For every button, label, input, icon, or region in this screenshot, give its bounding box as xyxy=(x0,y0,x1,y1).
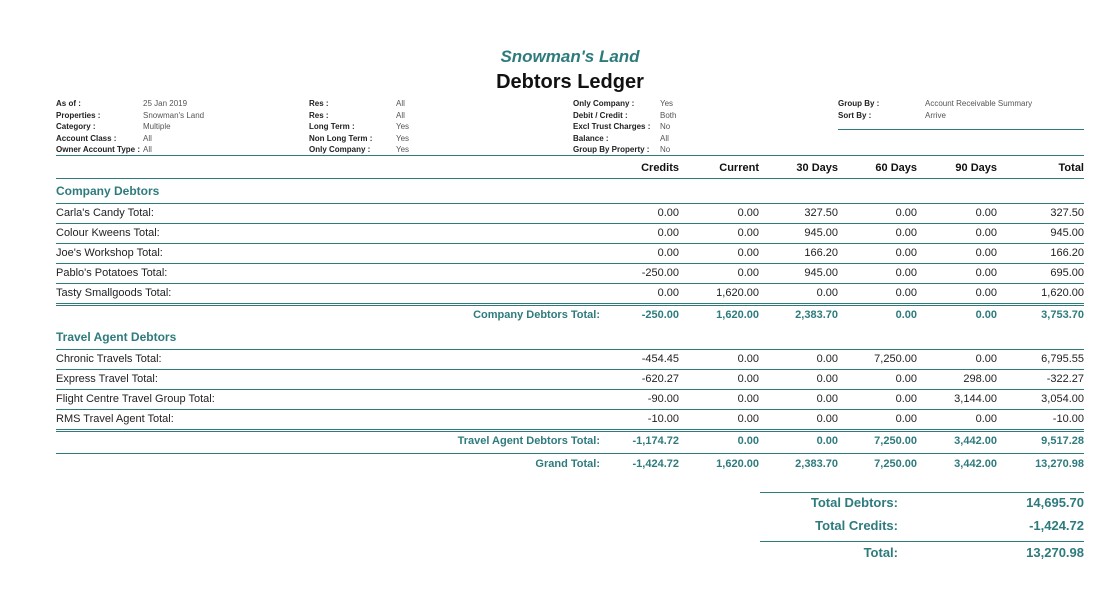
debtor-name: Pablo's Potatoes Total: xyxy=(56,267,168,279)
param-value: Yes xyxy=(396,145,410,154)
param-label: Debit / Credit : xyxy=(573,110,628,120)
column-header: 30 Days xyxy=(796,162,838,174)
value-cell: 0.00 xyxy=(737,247,759,259)
value-cell: -1,424.72 xyxy=(632,458,679,470)
value-cell: 0.00 xyxy=(816,435,838,447)
param-label: Non Long Term : xyxy=(309,133,373,143)
table-row xyxy=(56,285,1084,305)
value-cell: 1,620.00 xyxy=(1041,287,1084,299)
section-title: Travel Agent Debtors xyxy=(56,330,177,344)
value-cell: 1,620.00 xyxy=(716,287,759,299)
param-label: Only Company : xyxy=(573,99,635,108)
value-cell: 3,442.00 xyxy=(954,458,997,470)
net-total-value: 13,270.98 xyxy=(1026,545,1084,560)
table-row xyxy=(56,265,1084,285)
value-cell: 0.00 xyxy=(737,227,759,239)
value-cell: 7,250.00 xyxy=(874,435,917,447)
grand-total-row xyxy=(56,456,1084,476)
value-cell: 0.00 xyxy=(975,207,997,219)
header-divider xyxy=(56,178,1084,179)
value-cell: 0.00 xyxy=(737,267,759,279)
total-credits-label: Total Credits: xyxy=(815,518,898,533)
table-row xyxy=(56,351,1084,371)
param-label: Only Company : xyxy=(309,145,371,154)
value-cell: 0.00 xyxy=(895,413,917,425)
value-cell: 3,442.00 xyxy=(954,435,997,447)
value-cell: 6,795.55 xyxy=(1041,353,1084,365)
value-cell: 0.00 xyxy=(975,247,997,259)
value-cell: 1,620.00 xyxy=(716,458,759,470)
value-cell: 0.00 xyxy=(816,373,838,385)
value-cell: -10.00 xyxy=(1052,413,1084,425)
value-cell: 0.00 xyxy=(895,309,917,321)
row-divider xyxy=(56,303,1084,304)
value-cell: 7,250.00 xyxy=(874,353,917,365)
param-label: Balance : xyxy=(573,133,609,143)
value-cell: 13,270.98 xyxy=(1035,458,1084,470)
param-label: Properties : xyxy=(56,110,101,120)
value-cell: -250.00 xyxy=(641,267,679,279)
value-cell: 0.00 xyxy=(657,207,679,219)
group-divider xyxy=(838,129,1084,130)
param-label: Owner Account Type : xyxy=(56,145,141,154)
debtor-name: Express Travel Total: xyxy=(56,373,158,385)
param-value: Yes xyxy=(660,99,674,108)
section-divider xyxy=(56,349,1084,350)
value-cell: 9,517.28 xyxy=(1041,435,1084,447)
value-cell: 327.50 xyxy=(1050,207,1084,219)
param-label: Res : xyxy=(309,110,329,120)
column-header: 60 Days xyxy=(875,162,917,174)
grand-total-label: Grand Total: xyxy=(535,458,600,470)
section-total-row xyxy=(56,433,1084,453)
value-cell: 0.00 xyxy=(657,287,679,299)
param-value: No xyxy=(660,122,671,131)
debtor-name: Carla's Candy Total: xyxy=(56,207,154,219)
value-cell: 166.20 xyxy=(1050,247,1084,259)
param-value: All xyxy=(143,133,152,143)
table-row xyxy=(56,371,1084,391)
value-cell: 0.00 xyxy=(816,353,838,365)
debtor-name: Tasty Smallgoods Total: xyxy=(56,287,172,299)
value-cell: 0.00 xyxy=(895,227,917,239)
value-cell: 0.00 xyxy=(737,413,759,425)
value-cell: 0.00 xyxy=(737,435,759,447)
value-cell: 0.00 xyxy=(895,373,917,385)
value-cell: 0.00 xyxy=(975,287,997,299)
param-label: Res : xyxy=(309,99,329,108)
value-cell: 0.00 xyxy=(657,247,679,259)
value-cell: 0.00 xyxy=(975,267,997,279)
summary-bottom-rule xyxy=(760,541,1084,542)
param-label: Group By : xyxy=(838,99,880,108)
param-value: Yes xyxy=(396,122,410,131)
row-divider xyxy=(56,283,1084,284)
param-value: All xyxy=(660,133,669,143)
row-divider xyxy=(56,223,1084,224)
debtor-name: Chronic Travels Total: xyxy=(56,353,162,365)
value-cell: 0.00 xyxy=(816,393,838,405)
grand-total-divider xyxy=(56,453,1084,454)
param-value: All xyxy=(396,99,405,108)
total-credits-value: -1,424.72 xyxy=(1029,518,1084,533)
value-cell: 0.00 xyxy=(975,413,997,425)
value-cell: -10.00 xyxy=(647,413,679,425)
value-cell: -620.27 xyxy=(641,373,679,385)
value-cell: 298.00 xyxy=(963,373,997,385)
value-cell: 945.00 xyxy=(804,267,838,279)
column-header: Credits xyxy=(641,162,679,174)
debtor-name: Colour Kweens Total: xyxy=(56,227,160,239)
table-row xyxy=(56,225,1084,245)
value-cell: 0.00 xyxy=(975,227,997,239)
value-cell: 3,753.70 xyxy=(1041,309,1084,321)
value-cell: 0.00 xyxy=(657,227,679,239)
value-cell: 0.00 xyxy=(816,287,838,299)
param-label: Long Term : xyxy=(309,122,355,131)
params-divider xyxy=(56,155,1084,156)
value-cell: 0.00 xyxy=(895,267,917,279)
param-value: Yes xyxy=(396,133,410,143)
summary-top-rule xyxy=(760,492,1084,493)
value-cell: -454.45 xyxy=(641,353,679,365)
section-total-label: Travel Agent Debtors Total: xyxy=(457,435,600,447)
value-cell: 3,144.00 xyxy=(954,393,997,405)
param-value: All xyxy=(396,110,405,120)
subtotal-divider xyxy=(56,305,1084,306)
row-divider xyxy=(56,369,1084,370)
value-cell: 0.00 xyxy=(737,393,759,405)
value-cell: -1,174.72 xyxy=(632,435,679,447)
param-value: 25 Jan 2019 xyxy=(143,99,188,108)
param-value: Snowman's Land xyxy=(143,110,205,120)
param-value: Both xyxy=(660,110,677,120)
report-title: Debtors Ledger xyxy=(496,71,644,93)
value-cell: -250.00 xyxy=(641,309,679,321)
section-title: Company Debtors xyxy=(56,184,160,198)
column-header: 90 Days xyxy=(955,162,997,174)
debtor-name: Flight Centre Travel Group Total: xyxy=(56,393,215,405)
total-debtors-label: Total Debtors: xyxy=(810,495,898,510)
param-label: Group By Property : xyxy=(573,145,650,154)
param-label: Sort By : xyxy=(838,110,872,120)
value-cell: 0.00 xyxy=(737,207,759,219)
value-cell: 327.50 xyxy=(804,207,838,219)
param-label: As of : xyxy=(56,99,81,108)
row-divider xyxy=(56,243,1084,244)
value-cell: 0.00 xyxy=(975,353,997,365)
value-cell: 0.00 xyxy=(895,247,917,259)
param-value: No xyxy=(660,145,671,154)
value-cell: 0.00 xyxy=(895,207,917,219)
value-cell: 0.00 xyxy=(737,353,759,365)
net-total-label: Total: xyxy=(863,545,898,560)
row-divider xyxy=(56,409,1084,410)
value-cell: 0.00 xyxy=(816,413,838,425)
value-cell: 166.20 xyxy=(804,247,838,259)
value-cell: 2,383.70 xyxy=(795,309,838,321)
param-value: Account Receivable Summary xyxy=(925,99,1033,108)
table-row xyxy=(56,391,1084,411)
param-value: Arrive xyxy=(925,110,946,120)
section-divider xyxy=(56,203,1084,204)
param-label: Account Class : xyxy=(56,133,117,143)
param-label: Category : xyxy=(56,122,96,131)
subtotal-divider xyxy=(56,431,1084,432)
row-divider xyxy=(56,429,1084,430)
row-divider xyxy=(56,263,1084,264)
value-cell: 695.00 xyxy=(1050,267,1084,279)
value-cell: 945.00 xyxy=(804,227,838,239)
value-cell: 945.00 xyxy=(1050,227,1084,239)
value-cell: -322.27 xyxy=(1046,373,1084,385)
row-divider xyxy=(56,389,1084,390)
debtor-name: Joe's Workshop Total: xyxy=(56,247,163,259)
value-cell: 7,250.00 xyxy=(874,458,917,470)
value-cell: 0.00 xyxy=(975,309,997,321)
total-debtors-value: 14,695.70 xyxy=(1026,495,1084,510)
param-value: All xyxy=(143,145,152,154)
param-label: Excl Trust Charges : xyxy=(573,122,651,131)
section-total-row xyxy=(56,307,1084,327)
value-cell: 0.00 xyxy=(737,373,759,385)
value-cell: 0.00 xyxy=(895,287,917,299)
column-header: Total xyxy=(1058,162,1084,174)
column-header: Current xyxy=(719,162,759,174)
section-total-label: Company Debtors Total: xyxy=(473,309,600,321)
value-cell: 3,054.00 xyxy=(1041,393,1084,405)
table-row xyxy=(56,411,1084,431)
value-cell: 1,620.00 xyxy=(716,309,759,321)
value-cell: 0.00 xyxy=(895,393,917,405)
company-name: Snowman's Land xyxy=(500,47,640,66)
table-row xyxy=(56,205,1084,225)
param-value: Multiple xyxy=(143,122,171,131)
value-cell: 2,383.70 xyxy=(795,458,838,470)
table-row xyxy=(56,245,1084,265)
debtor-name: RMS Travel Agent Total: xyxy=(56,413,174,425)
value-cell: -90.00 xyxy=(647,393,679,405)
